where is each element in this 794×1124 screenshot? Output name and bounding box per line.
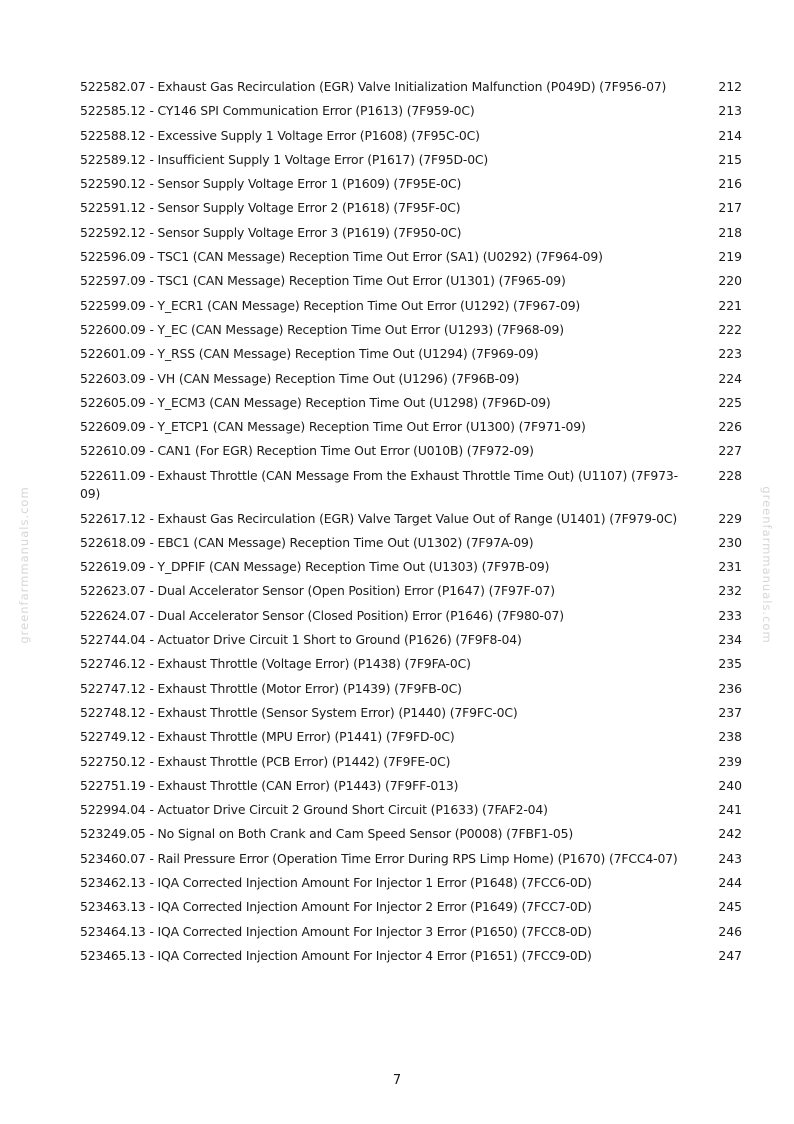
- toc-entry-title[interactable]: 522597.09 - TSC1 (CAN Message) Reception Time Out Error (U1301) (7F965-09): [80, 273, 566, 289]
- toc-entry-page[interactable]: 241: [718, 802, 742, 818]
- toc-entry-title[interactable]: 522605.09 - Y_ECM3 (CAN Message) Reception Time Out (U1298) (7F96D-09): [80, 394, 551, 410]
- toc-entry-title[interactable]: 522599.09 - Y_ECR1 (CAN Message) Reception Time Out Error (U1292) (7F967-09): [80, 297, 581, 313]
- toc-entry-title[interactable]: 522582.07 - Exhaust Gas Recirculation (EGR) Valve Initialization Malfunction (P049D) (7F956-07): [80, 79, 667, 94]
- toc-entry[interactable]: [80, 345, 742, 364]
- toc-entry-page[interactable]: 240: [718, 777, 742, 793]
- toc-entry-page[interactable]: 246: [718, 923, 742, 939]
- toc-entry[interactable]: [80, 825, 742, 844]
- toc-entry-title[interactable]: 522592.12 - Sensor Supply Voltage Error 3 (P1619) (7F950-0C): [80, 224, 462, 240]
- toc-entry-title[interactable]: 522750.12 - Exhaust Throttle (PCB Error) (P1442) (7F9FE-0C): [80, 753, 451, 769]
- toc-entry-page[interactable]: 245: [718, 899, 742, 915]
- toc-entry-title[interactable]: 523464.13 - IQA Corrected Injection Amount For Injector 3 Error (P1650) (7FCC8-0D): [80, 923, 592, 939]
- toc-entry[interactable]: [80, 534, 742, 553]
- toc-entry[interactable]: [80, 898, 742, 917]
- toc-entry-title[interactable]: 522618.09 - EBC1 (CAN Message) Reception Time Out (U1302) (7F97A-09): [80, 534, 534, 550]
- toc-entry-page[interactable]: 234: [718, 632, 742, 648]
- toc-entry-title[interactable]: 523465.13 - IQA Corrected Injection Amount For Injector 4 Error (P1651) (7FCC9-0D): [80, 947, 592, 963]
- toc-entry[interactable]: [80, 680, 742, 699]
- toc-entry-title[interactable]: 522588.12 - Excessive Supply 1 Voltage Error (P1608) (7F95C-0C): [80, 127, 480, 143]
- toc-entry-title[interactable]: 522746.12 - Exhaust Throttle (Voltage Error) (P1438) (7F9FA-0C): [80, 656, 471, 672]
- toc-entry-page[interactable]: 230: [718, 534, 742, 550]
- watermark-left: greenfarmmanuals.com: [17, 486, 31, 644]
- toc-entry[interactable]: [80, 127, 742, 146]
- toc-entry-page[interactable]: 226: [718, 419, 742, 435]
- toc-entry[interactable]: [80, 442, 742, 461]
- toc-entry-title[interactable]: 522623.07 - Dual Accelerator Sensor (Open Position) Error (P1647) (7F97F-07): [80, 583, 555, 599]
- toc-entry-page[interactable]: 213: [718, 103, 742, 119]
- toc-entry-page[interactable]: 239: [718, 753, 742, 769]
- toc-entry-title[interactable]: 522609.09 - Y_ETCP1 (CAN Message) Reception Time Out Error (U1300) (7F971-09): [80, 419, 586, 435]
- toc-entry-title[interactable]: 522591.12 - Sensor Supply Voltage Error 2 (P1618) (7F95F-0C): [80, 200, 461, 216]
- toc-entry[interactable]: [80, 631, 742, 650]
- toc-entry-title[interactable]: 523249.05 - No Signal on Both Crank and Cam Speed Sensor (P0008) (7FBF1-05): [80, 826, 574, 842]
- toc-entry-title[interactable]: 522585.12 - CY146 SPI Communication Error (P1613) (7F959-0C): [80, 103, 475, 119]
- toc-entry[interactable]: [80, 467, 742, 504]
- toc-entry[interactable]: [80, 102, 742, 121]
- toc-entry-title[interactable]: 523462.13 - IQA Corrected Injection Amount For Injector 1 Error (P1648) (7FCC6-0D): [80, 875, 592, 890]
- watermark-right: greenfarmmanuals.com: [760, 486, 774, 644]
- toc-entry-page[interactable]: 223: [718, 346, 742, 362]
- toc-entry[interactable]: [80, 582, 742, 601]
- toc-entry-title[interactable]: 522624.07 - Dual Accelerator Sensor (Closed Position) Error (P1646) (7F980-07): [80, 607, 564, 623]
- toc-entry-title[interactable]: 522600.09 - Y_EC (CAN Message) Reception Time Out Error (U1293) (7F968-09): [80, 321, 564, 337]
- toc-entry[interactable]: [80, 370, 742, 389]
- toc-entry-title[interactable]: 522603.09 - VH (CAN Message) Reception Time Out (U1296) (7F96B-09): [80, 370, 520, 386]
- toc-entry-page[interactable]: 235: [718, 656, 742, 672]
- toc-entry[interactable]: [80, 850, 742, 869]
- toc-entry-page[interactable]: 233: [718, 607, 742, 623]
- toc-entry-title[interactable]: 522751.19 - Exhaust Throttle (CAN Error) (P1443) (7F9FF-013): [80, 777, 459, 793]
- toc-entry[interactable]: [80, 777, 742, 796]
- toc-entry-title[interactable]: 522596.09 - TSC1 (CAN Message) Reception Time Out Error (SA1) (U0292) (7F964-09): [80, 249, 603, 265]
- toc-entry[interactable]: [80, 418, 742, 437]
- toc-entry[interactable]: [80, 558, 742, 577]
- toc-entry[interactable]: [80, 728, 742, 747]
- toc-entry[interactable]: [80, 394, 742, 413]
- toc-entry-page[interactable]: 236: [718, 680, 742, 696]
- toc-entry-title[interactable]: 522611.09 - Exhaust Throttle (CAN Message From the Exhaust Throttle Time Out) (U1107) (7F973-09): [80, 467, 678, 502]
- toc-entry[interactable]: [80, 947, 742, 966]
- toc-entry-page[interactable]: 212: [718, 79, 742, 94]
- toc-entry-title[interactable]: 522748.12 - Exhaust Throttle (Sensor System Error) (P1440) (7F9FC-0C): [80, 704, 518, 720]
- toc-entry[interactable]: [80, 248, 742, 267]
- toc-entry-page[interactable]: 225: [718, 394, 742, 410]
- toc-entry[interactable]: [80, 923, 742, 942]
- toc-entry-title[interactable]: 522749.12 - Exhaust Throttle (MPU Error) (P1441) (7F9FD-0C): [80, 729, 455, 745]
- toc-entry-page[interactable]: 228: [718, 467, 742, 483]
- toc-entry-title[interactable]: 522619.09 - Y_DPFIF (CAN Message) Reception Time Out (U1303) (7F97B-09): [80, 559, 550, 575]
- toc-entry[interactable]: [80, 272, 742, 291]
- toc-entry[interactable]: [80, 510, 742, 529]
- toc-entry-page[interactable]: 219: [718, 249, 742, 265]
- toc-entry-page[interactable]: 231: [718, 559, 742, 575]
- toc-entry[interactable]: [80, 297, 742, 316]
- toc-entry[interactable]: [80, 78, 742, 97]
- toc-entry-title[interactable]: 522589.12 - Insufficient Supply 1 Voltage Error (P1617) (7F95D-0C): [80, 151, 489, 167]
- toc-entry-page[interactable]: 238: [718, 729, 742, 745]
- toc-entry[interactable]: [80, 151, 742, 170]
- toc-entry[interactable]: [80, 801, 742, 820]
- toc-entry[interactable]: [80, 607, 742, 626]
- toc-entry-page[interactable]: 222: [718, 321, 742, 337]
- page-number: 7: [392, 1073, 402, 1088]
- toc-entry-page[interactable]: 229: [718, 510, 742, 526]
- toc-entry-page[interactable]: 217: [718, 200, 742, 216]
- toc-entry[interactable]: [80, 704, 742, 723]
- toc-entry-title[interactable]: 523463.13 - IQA Corrected Injection Amount For Injector 2 Error (P1649) (7FCC7-0D): [80, 899, 592, 915]
- toc-entry-page[interactable]: 242: [718, 826, 742, 842]
- toc-entry-title[interactable]: 522610.09 - CAN1 (For EGR) Reception Time Out Error (U010B) (7F972-09): [80, 443, 534, 459]
- toc-entry-title[interactable]: 522744.04 - Actuator Drive Circuit 1 Short to Ground (P1626) (7F9F8-04): [80, 632, 522, 648]
- toc-entry-page[interactable]: 214: [718, 127, 742, 143]
- toc-entry-title[interactable]: 522590.12 - Sensor Supply Voltage Error 1 (P1609) (7F95E-0C): [80, 176, 462, 192]
- toc-entry-page[interactable]: 221: [718, 297, 742, 313]
- toc-entry-page[interactable]: 232: [718, 583, 742, 599]
- toc-entry-page[interactable]: 216: [718, 176, 742, 192]
- toc-entry-title[interactable]: 523460.07 - Rail Pressure Error (Operation Time Error During RPS Limp Home) (P1670) (7FCC4-07): [80, 850, 678, 866]
- toc-entry-page[interactable]: 244: [718, 875, 742, 890]
- toc-entry-title[interactable]: 522747.12 - Exhaust Throttle (Motor Error) (P1439) (7F9FB-0C): [80, 680, 462, 696]
- toc-entry-title[interactable]: 522994.04 - Actuator Drive Circuit 2 Ground Short Circuit (P1633) (7FAF2-04): [80, 802, 548, 818]
- table-of-contents: [80, 78, 742, 971]
- toc-entry[interactable]: [80, 655, 742, 674]
- toc-entry-page[interactable]: 224: [718, 370, 742, 386]
- toc-entry[interactable]: [80, 175, 742, 194]
- toc-entry[interactable]: [80, 321, 742, 340]
- toc-entry-title[interactable]: 522601.09 - Y_RSS (CAN Message) Reception Time Out (U1294) (7F969-09): [80, 346, 539, 362]
- toc-entry-page[interactable]: 243: [718, 850, 742, 866]
- toc-entry-title[interactable]: 522617.12 - Exhaust Gas Recirculation (EGR) Valve Target Value Out of Range (U1401) (7F979-0C): [80, 510, 678, 526]
- toc-entry[interactable]: [80, 874, 742, 893]
- toc-entry-page[interactable]: 247: [718, 947, 742, 963]
- toc-entry-page[interactable]: 218: [718, 224, 742, 240]
- toc-entry[interactable]: [80, 753, 742, 772]
- toc-entry-page[interactable]: 220: [718, 273, 742, 289]
- toc-entry-page[interactable]: 227: [718, 443, 742, 459]
- toc-entry[interactable]: [80, 224, 742, 243]
- toc-entry-page[interactable]: 215: [718, 151, 742, 167]
- toc-entry-page[interactable]: 237: [718, 704, 742, 720]
- toc-entry[interactable]: [80, 199, 742, 218]
